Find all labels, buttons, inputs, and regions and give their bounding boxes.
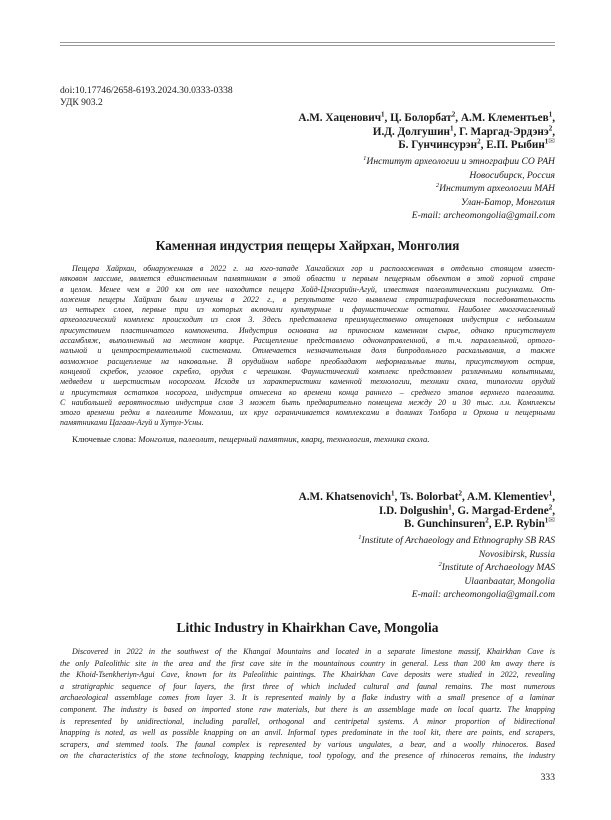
author-name: , — [552, 125, 555, 138]
abstract-line: и присутствия остатков носорога, индустрия отнесена ко времени конца раннего – среднего этапов верхнего палеолита. — [60, 387, 555, 397]
abstract-line: knapping is noted, as well as possible knapping on an anvil. Informal types predominate in the tool kit, there are points, end scrapers, — [60, 728, 555, 738]
affiliation-line — [363, 169, 555, 183]
author-name: , Г. Маргад-Эрдэнэ — [453, 125, 549, 138]
abstract-line: из четырех слоев, первые три из которых включали культурные и фаунистические остатки. Наиболее многочисленный — [60, 305, 555, 315]
affiliation-line — [363, 196, 555, 210]
author-name: А.М. Хаценович — [298, 112, 382, 124]
authors-en — [299, 491, 555, 532]
author-name: , А.М. Клементьев — [455, 112, 549, 124]
author-affiliation-mark: 2 — [451, 110, 456, 119]
keywords-label: Ключевые слова: — [72, 434, 137, 444]
abstract-line: С наибольшей вероятностью индустрия слоя 3 может быть предварительно помещена между 20 и 30 тыс. л.н. Комплексы — [60, 397, 555, 407]
affiliation-mark: 1 — [363, 154, 367, 162]
author-line — [299, 491, 555, 505]
author-line — [298, 136, 555, 153]
affiliation-text: Institute of Archaeology and Ethnography SB RAS — [361, 535, 555, 546]
author-line — [298, 112, 555, 126]
udk: УДК 903.2 — [60, 97, 103, 108]
abstract-line: няковом массиве, является единственным памятником в этой области и первым пещерным объектом в этой горной стране — [60, 274, 555, 284]
abstract-line: a stratigraphic sequence of four layers, the first three of which included cultural and faunal remains. The most numerous — [60, 681, 555, 691]
abstract-line: ассамбляж, выполненный на местном кварце. Расщепление представлено однонаправленной, в т.ч. параллельной, ортого- — [60, 336, 555, 346]
author-affiliation-mark: 1 — [548, 110, 553, 119]
author-affiliation-mark: 1 — [544, 137, 549, 146]
abstract-line: этого времени редки в палеолите Монголии, их круг ограничивается комплексами в долинах Толбора и Орхона и пещерными — [60, 408, 555, 418]
author-affiliation-mark: 1 — [548, 489, 553, 498]
affiliation-line — [358, 575, 555, 589]
abstract-line: в целом. Менее чем в 200 км от нее находится пещера Хойд-Цэнхэрийн-Агуй, известная палеолитическими рисунками. От- — [60, 284, 555, 294]
affiliations-en — [358, 534, 555, 602]
keywords-list: Монголия, палеолит, пещерный памятник, кварц, технология, техника скола. — [138, 434, 430, 444]
author-line — [298, 123, 555, 140]
affiliation-mark: 2 — [438, 560, 442, 568]
abstract-line: on the characteristics of the stone technology, knapping technique, tool typology, and the presence of rhinoceros remains, the industry — [60, 751, 555, 761]
affiliation-line — [358, 561, 555, 575]
author-name: , — [552, 491, 555, 503]
doi: doi:10.17746/2658-6193.2024.30.0333-0338 — [60, 85, 233, 96]
abstract-line: the Khoid-Tsenkheriyn-Agui Cave, known for its Paleolithic paintings. The Khairkhan Cave deposits were studied in 2022, revealing — [60, 670, 555, 680]
author-name: , E.P. Rybin — [488, 518, 545, 530]
author-affiliation-mark: 2 — [548, 123, 553, 132]
affiliation-line — [358, 534, 555, 548]
affiliation-line — [363, 209, 555, 223]
abstract-line: the only Paleolithic site in the area and the first cave site in the mountainous country in general. Less than 200 km away there is — [60, 658, 555, 668]
abstract-line: присутствием пластинчатого компонента. Индустрия основана на приносном каменном сырье, однако присутствует — [60, 325, 555, 335]
abstract-line: ложения пещеры Хайрхан были изучены в 2022 г., в результате чего выявлена стратиграфическая последовательность — [60, 294, 555, 304]
affiliation-text: Novosibirsk, Russia — [478, 548, 555, 560]
author-name: И.Д. Долгушин — [372, 125, 450, 138]
affiliation-text: Institute of Archaeology MAS — [441, 562, 555, 573]
page-number: 333 — [540, 772, 555, 783]
abstract-line: концевой скребок, угловое скребло, орудия с черешком. Фаунистический комплекс представлен различными копытными, — [60, 366, 555, 376]
abstract-line: археологический комплекс происходит из слоя 3. Здесь представлена преимущественно отщеповая индустрия с небольшим — [60, 315, 555, 325]
affiliation-text: E-mail: archeomongolia@gmail.com — [411, 210, 555, 221]
abstract-line: archaeological assemblage comes from layer 3. It is represented mainly by a flake industry with a small presence of a laminar — [60, 693, 555, 703]
author-affiliation-mark: 1 — [544, 516, 549, 525]
abstract-en — [60, 646, 555, 762]
author-affiliation-mark: 1 — [390, 489, 395, 498]
abstract-line: возможное расщепление на наковальне. В орудийном наборе преобладают неформальные типы, присутствуют острия, — [60, 356, 555, 366]
affiliation-line — [358, 588, 555, 602]
affiliations-ru — [363, 155, 555, 223]
author-line — [299, 515, 555, 532]
affiliation-line — [363, 182, 555, 196]
affiliation-mark: 2 — [435, 181, 440, 189]
author-name: B. Gunchinsuren — [403, 518, 486, 530]
author-affiliation-mark: 2 — [548, 502, 553, 511]
author-name: A.M. Khatsenovich — [298, 491, 391, 503]
affiliation-text: Институт археологии МАН — [439, 183, 555, 194]
header-rule — [60, 42, 555, 43]
affiliation-mark: 1 — [358, 533, 362, 541]
author-affiliation-mark: 2 — [458, 489, 463, 498]
affiliation-text: Улан-Батор, Монголия — [461, 196, 555, 208]
header-rule — [60, 45, 555, 46]
author-affiliation-mark: 1 — [448, 502, 452, 511]
affiliation-text: Институт археологии и этнографии СО РАН — [366, 156, 555, 167]
author-name: , — [552, 504, 555, 517]
abstract-line: медведем и шерстистым носорогом. Исходя из характеристики каменной технологии, техники скола, типологии орудий — [60, 377, 555, 387]
author-name: , A.M. Klementiev — [462, 491, 549, 503]
keywords — [72, 434, 430, 445]
title-en: Lithic Industry in Khairkhan Cave, Mongolia — [176, 620, 439, 635]
abstract-line: Discovered in 2022 in the southwest of the Khangai Mountains and located in a separate limestone massif, Khairkhan Cave is — [72, 647, 555, 656]
authors-ru — [298, 112, 555, 153]
author-name: I.D. Dolgushin — [378, 504, 449, 517]
abstract-line: component. The industry is based on imported stone raw materials, but there is an assemblage made on local quartz. The knapping — [60, 704, 555, 714]
affiliation-text: Новосибирск, Россия — [469, 169, 555, 181]
author-affiliation-mark: 1 — [381, 110, 385, 119]
author-affiliation-mark: 2 — [477, 137, 481, 146]
affiliation-text: E-mail: archeomongolia@gmail.com — [411, 589, 555, 600]
abstract-ru — [60, 264, 555, 429]
abstract-line: is represented by unidirectional, including parallel, orthogonal and centripetal systems. A minor proportion of bidirectional — [60, 716, 555, 726]
affiliation-line — [358, 548, 555, 562]
author-affiliation-mark: 1 — [450, 123, 454, 132]
affiliation-line — [363, 155, 555, 169]
abstract-line: Пещера Хайрхан, обнаруженная в 2022 г. на юго-западе Хангайских гор и расположенная в отдельно стоящем извест- — [72, 264, 555, 273]
abstract-line: памятниками Цагаан-Агуй и Хутул-Усны. — [60, 418, 204, 428]
envelope-icon: ✉ — [548, 136, 555, 146]
author-name: , G. Margad-Erdene — [451, 504, 549, 517]
author-line — [299, 502, 555, 519]
author-name: , Ц. Болорбат — [384, 112, 452, 124]
author-name: Б. Гунчинсурэн — [398, 139, 478, 151]
author-name: , Ts. Bolorbat — [394, 491, 459, 503]
title-ru: Каменная индустрия пещеры Хайрхан, Монголия — [155, 238, 460, 253]
affiliation-text: Ulaanbaatar, Mongolia — [464, 575, 555, 587]
envelope-icon: ✉ — [548, 515, 555, 525]
abstract-line: нальной и центростремительной системами. Отмечается незначительная доля бипродольного раскалывания, а также — [60, 346, 555, 356]
author-name: , Е.П. Рыбин — [480, 139, 545, 151]
abstract-line: scrapers, and stemmed tools. The faunal complex is represented by various ungulates, a bear, and a woolly rhinoceros. Based — [60, 739, 555, 749]
author-affiliation-mark: 2 — [485, 516, 489, 525]
author-name: , — [552, 112, 555, 124]
